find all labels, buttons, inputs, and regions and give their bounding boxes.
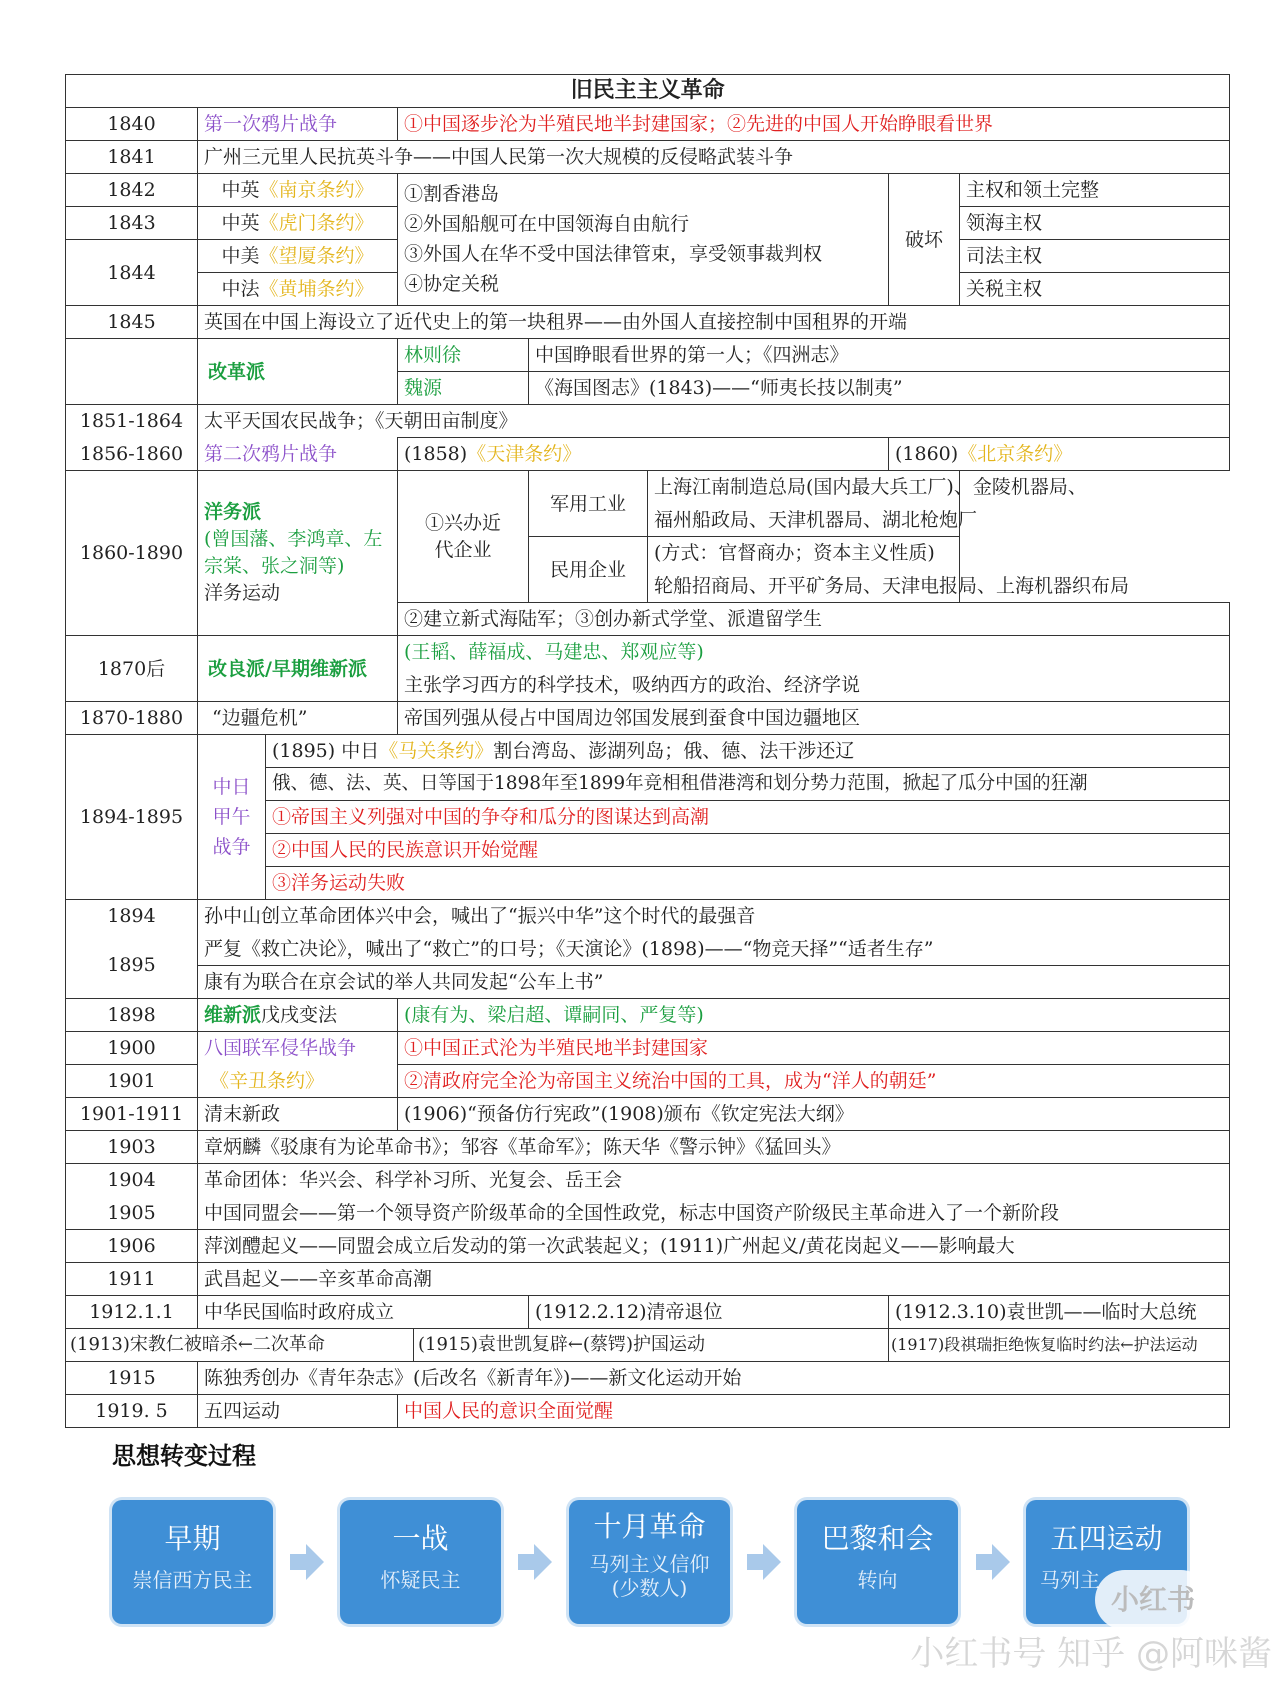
sovereignty-cell: 关税主权: [960, 273, 1230, 306]
table-row: [66, 1395, 1230, 1428]
table-row: [66, 966, 1230, 999]
table-row: [66, 174, 1230, 207]
desc-cell: 中国睁眼看世界的第一人；《四洲志》: [529, 339, 1230, 372]
event-cell: 《辛丑条约》: [198, 1065, 398, 1098]
desc-cell: 《海国图志》(1843)——“师夷长技以制夷”: [529, 372, 1230, 405]
table-title: 旧民主主义革命: [66, 75, 1230, 108]
year-cell: 1840: [66, 108, 198, 141]
table-row: [66, 405, 1230, 438]
event-cell: 孙中山创立革命团体兴中会，喊出了“振兴中华”这个时代的最强音: [198, 900, 1230, 933]
flow-sub: 马列主义信仰: [589, 1552, 710, 1576]
year-cell: 1845: [66, 306, 198, 339]
treaty-name: 《南京条约》: [259, 179, 374, 201]
year-cell: 1898: [66, 999, 198, 1032]
sovereignty-cell: 主权和领土完整: [960, 174, 1230, 207]
year-cell: 1905: [66, 1197, 198, 1230]
year-cell: 1911: [66, 1263, 198, 1296]
year-cell: 1901-1911: [66, 1098, 198, 1131]
event-cell: 严复《救亡决论》，喊出了“救亡”的口号；《天演论》(1898)——“物竞天择”“适者生存”: [198, 933, 1230, 966]
year-cell: 1894-1895: [66, 735, 198, 900]
history-table-container: [65, 74, 1229, 1428]
arrow-right-icon: [290, 1544, 324, 1580]
event-cell: [198, 999, 398, 1032]
table-row: [66, 735, 1230, 768]
group-idea: 主张学习西方的科学技术，吸纳西方的政治、经济学说: [398, 669, 1230, 702]
group-people: (曾国藩、李鸿章、左宗棠、张之洞等): [204, 528, 383, 577]
event-cell: 太平天国农民战争；《天朝田亩制度》: [198, 405, 1230, 438]
year-cell: 1870后: [66, 636, 198, 702]
empty-cell: [66, 339, 198, 405]
desc-cell: 帝国列强从侵占中国周边邻国发展到蚕食中国边疆地区: [398, 702, 1230, 735]
industry-desc: 福州船政局、天津机器局、湖北枪炮厂: [648, 504, 960, 537]
table-row: [66, 339, 1230, 372]
industry-desc: (方式：官督商办；资本主义性质): [648, 537, 960, 570]
treaty-name: 《天津条约》: [467, 443, 582, 465]
year-cell: 1912.1.1: [66, 1296, 198, 1329]
flow-head: 早期: [164, 1522, 221, 1555]
event-cell: 康有为联合在京会试的举人共同发起“公车上书”: [198, 966, 1230, 999]
table-row: [66, 1197, 1230, 1230]
year-cell: 1903: [66, 1131, 198, 1164]
flow-box-early: [112, 1500, 273, 1624]
flow-sub: 转向: [857, 1568, 898, 1592]
flow-head: 五四运动: [1050, 1522, 1163, 1555]
group-people: (王韬、薛福成、马建忠、郑观应等): [398, 636, 1230, 669]
year-cell: 1870-1880: [66, 702, 198, 735]
enterprise-item: ①兴办近代企业: [398, 471, 529, 603]
section-title: 思想转变过程: [112, 1442, 256, 1470]
table-row: [66, 1296, 1230, 1329]
event-cell: (1915)袁世凯复辟←(蔡锷)护国运动: [414, 1329, 889, 1362]
year-cell: 1915: [66, 1362, 198, 1395]
table-row: [66, 933, 1230, 966]
year-cell: 1900: [66, 1032, 198, 1065]
note-cell: 中国人民的意识全面觉醒: [398, 1395, 1230, 1428]
reform-group: 改革派: [198, 339, 398, 405]
table-row: [66, 1230, 1230, 1263]
year-cell: 1894: [66, 900, 198, 933]
group-name: 维新派: [204, 1004, 262, 1026]
treaty-name: 《马关条约》: [379, 740, 494, 762]
year-cell: 1860-1890: [66, 471, 198, 636]
table-row: [66, 636, 1230, 669]
clause: ①割香港岛: [404, 183, 500, 205]
note-cell: ②清政府完全沦为帝国主义统治中国的工具，成为“洋人的朝廷”: [398, 1065, 1230, 1098]
event-cell: 章炳麟《驳康有为论革命书》；邹容《革命军》；陈天华《警示钟》《猛回头》: [198, 1131, 1230, 1164]
treaty-name: 《望厦条约》: [259, 245, 374, 267]
year-cell: 1906: [66, 1230, 198, 1263]
table-row: [66, 1065, 1230, 1098]
event-cell: (1917)段祺瑞拒绝恢复临时约法←护法运动: [889, 1329, 1230, 1362]
event-cell: 五四运动: [198, 1395, 398, 1428]
treaty-clauses: [398, 174, 889, 306]
yangwu-items: ②建立新式海陆军；③创办新式学堂、派遣留学生: [398, 603, 1230, 636]
event-cell: (1912.2.12)清帝退位: [529, 1296, 889, 1329]
table-row: [66, 141, 1230, 174]
event-cell: 广州三元里人民抗英斗争——中国人民第一次大规模的反侵略武装斗争: [198, 141, 1230, 174]
event-cell: 武昌起义——辛亥革命高潮: [198, 1263, 1230, 1296]
note-cell: ①中国正式沦为半殖民地半封建国家: [398, 1032, 1230, 1065]
sovereignty-cell: 司法主权: [960, 240, 1230, 273]
year-cell: 1844: [66, 240, 198, 306]
xiaohongshu-logo: 小红书: [1095, 1570, 1211, 1630]
jiawu-line: ③洋务运动失败: [266, 867, 1230, 900]
event-cell: 萍浏醴起义——同盟会成立后发动的第一次武装起义；(1911)广州起义/黄花岗起义——影响最大: [198, 1230, 1230, 1263]
industry-desc: 轮船招商局、开平矿务局、天津电报局、上海机器织布局: [648, 570, 960, 603]
year-cell: 1904: [66, 1164, 198, 1197]
table-row: [66, 1032, 1230, 1065]
event-cell: 陈独秀创办《青年杂志》(后改名《新青年》)——新文化运动开始: [198, 1362, 1230, 1395]
table-row: [66, 702, 1230, 735]
clause: ②外国船舰可在中国领海自由航行: [404, 213, 690, 235]
jiawu-line: ②中国人民的民族意识开始觉醒: [266, 834, 1230, 867]
year-cell: 1919. 5: [66, 1395, 198, 1428]
industry-type: 民用企业: [529, 537, 648, 603]
treaty-name: 《虎门条约》: [259, 212, 374, 234]
table-row: [66, 1098, 1230, 1131]
industry-desc: 上海江南制造总局(国内最大兵工厂)、金陵机器局、: [648, 471, 960, 504]
event-name: 戊戌变法: [261, 1004, 338, 1026]
event-cell: 中华民国临时政府成立: [198, 1296, 529, 1329]
treaty-party: 中英: [221, 212, 260, 234]
event-cell: “边疆危机”: [198, 702, 398, 735]
line-suffix: 割台湾岛、澎湖列岛；俄、德、法干涉还辽: [493, 740, 855, 762]
destroy-cell: 破坏: [889, 174, 960, 306]
event-cell: 中国同盟会——第一个领导资产阶级革命的全国性政党，标志中国资产阶级民主革命进入了一个新阶段: [198, 1197, 1230, 1230]
treaty-name: 《黄埔条约》: [259, 278, 374, 300]
group-name: 洋务派: [204, 501, 262, 523]
event-cell: 清末新政: [198, 1098, 398, 1131]
flow-sub: 崇信西方民主: [132, 1568, 253, 1592]
thought-flow: [112, 1500, 1192, 1624]
treaty-cell: [398, 438, 889, 471]
group-name: 改良派/早期维新派: [198, 636, 398, 702]
flow-box-october: [569, 1500, 730, 1624]
treaty-year: (1860): [895, 443, 959, 465]
event-cell: 八国联军侵华战争: [198, 1032, 398, 1065]
person-cell: 魏源: [398, 372, 529, 405]
table-row: [66, 1131, 1230, 1164]
treaty-cell: [198, 174, 398, 207]
event-cell: 第二次鸦片战争: [198, 438, 398, 471]
arrow-right-icon: [747, 1544, 781, 1580]
table-row: [66, 900, 1230, 933]
flow-head: 巴黎和会: [821, 1522, 934, 1555]
table-row: [66, 471, 1230, 504]
year-cell: 1841: [66, 141, 198, 174]
sovereignty-cell: 领海主权: [960, 207, 1230, 240]
table-row: [66, 108, 1230, 141]
yangwu-group-cell: [198, 471, 398, 636]
year-cell: 1842: [66, 174, 198, 207]
table-row: [66, 306, 1230, 339]
event-cell: 第一次鸦片战争: [198, 108, 398, 141]
flow-sub2: (少数人): [611, 1576, 688, 1600]
event-cell: (1912.3.10)袁世凯——临时大总统: [889, 1296, 1230, 1329]
table-row: [66, 1362, 1230, 1395]
year-cell: 1901: [66, 1065, 198, 1098]
watermark: 小红书号 知乎 @阿咪酱: [910, 1634, 1272, 1674]
arrow-right-icon: [976, 1544, 1010, 1580]
note-cell: ①中国逐步沦为半殖民地半封建国家；②先进的中国人开始睁眼看世界: [398, 108, 1230, 141]
table-row: [66, 438, 1230, 471]
flow-sub: 怀疑民主: [380, 1568, 461, 1592]
table-title-row: [66, 75, 1230, 108]
jiawu-line: [266, 735, 1230, 768]
flow-head: 十月革命: [593, 1510, 706, 1543]
history-table: [65, 74, 1230, 1428]
jiawu-line: 俄、德、法、英、日等国于1898年至1899年竞相租借港湾和划分势力范围，掀起了瓜分中国的狂潮: [266, 768, 1230, 801]
treaty-cell: [198, 207, 398, 240]
treaty-cell: [198, 240, 398, 273]
desc-cell: (1906)“预备仿行宪政”(1908)颁布《钦定宪法大纲》: [398, 1098, 1230, 1131]
treaty-party: 中法: [221, 278, 260, 300]
line-prefix: (1895) 中日: [272, 740, 380, 762]
table-row: [66, 1329, 1230, 1362]
treaty-party: 中英: [221, 179, 260, 201]
event-cell: 英国在中国上海设立了近代史上的第一块租界——由外国人直接控制中国租界的开端: [198, 306, 1230, 339]
jiawu-line: ①帝国主义列强对中国的争夺和瓜分的图谋达到高潮: [266, 801, 1230, 834]
movement-name: 洋务运动: [204, 582, 281, 604]
flow-sub: 马列主: [1040, 1568, 1100, 1592]
year-cell: 1856-1860: [66, 438, 198, 471]
table-row: [66, 1164, 1230, 1197]
war-name: 中日甲午战争: [198, 735, 266, 900]
clause: ③外国人在华不受中国法律管束，享受领事裁判权: [404, 243, 823, 265]
year-cell: 1851-1864: [66, 405, 198, 438]
table-row: [66, 999, 1230, 1032]
event-cell: (1913)宋教仁被暗杀←二次革命: [66, 1329, 414, 1362]
group-people: (康有为、梁启超、谭嗣同、严复等): [398, 999, 1230, 1032]
table-row: [66, 1263, 1230, 1296]
person-cell: 林则徐: [398, 339, 529, 372]
event-cell: 革命团体：华兴会、科学补习所、光复会、岳王会: [198, 1164, 1230, 1197]
treaty-name: 《北京条约》: [958, 443, 1073, 465]
treaty-cell: [198, 273, 398, 306]
flow-box-paris: [797, 1500, 958, 1624]
industry-type: 军用工业: [529, 471, 648, 537]
flow-box-ww1: [340, 1500, 501, 1624]
arrow-right-icon: [518, 1544, 552, 1580]
clause: ④协定关税: [404, 273, 500, 295]
year-cell: 1895: [66, 933, 198, 999]
treaty-cell: [889, 438, 1230, 471]
treaty-year: (1858): [404, 443, 468, 465]
year-cell: 1843: [66, 207, 198, 240]
flow-head: 一战: [392, 1522, 449, 1555]
treaty-party: 中美: [221, 245, 260, 267]
